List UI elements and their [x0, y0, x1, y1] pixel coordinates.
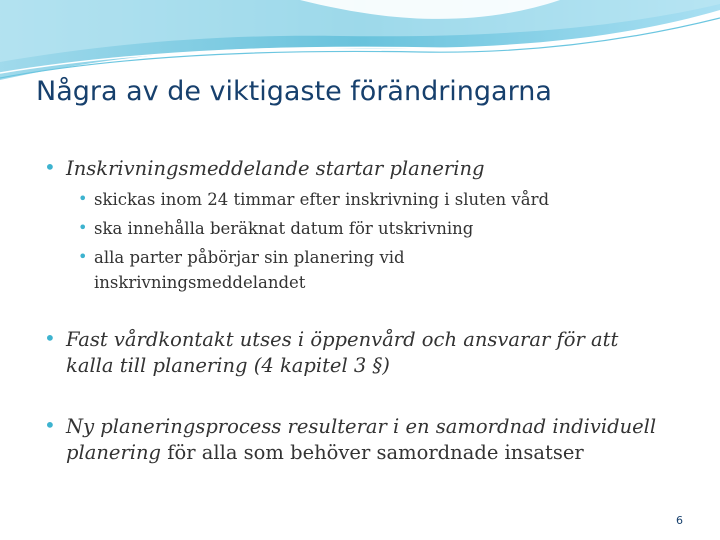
bullet-dot-icon: •: [44, 326, 56, 350]
bullet-fast-vardkontakt: [44, 326, 619, 353]
bullet-continuation: [66, 440, 584, 466]
bullet-text-italic: planering: [66, 441, 162, 464]
sub-bullet-text: ska innehålla beräknat datum för utskrivning: [94, 219, 474, 238]
bullet-dot-icon: •: [44, 413, 56, 437]
bullet-text: Fast vårdkontakt utses i öppenvård och ansvarar för att: [66, 328, 619, 351]
slide-title: Några av de viktigaste förändringarna: [36, 76, 552, 107]
bullet-text: kalla till planering (4 kapitel 3 §): [66, 354, 390, 377]
bullet-text-normal: för alla som behöver samordnade insatser: [161, 441, 584, 464]
bullet-inskrivningsmeddelande: [44, 155, 485, 182]
sub-bullet-text: alla parter påbörjar sin planering vid: [94, 248, 405, 267]
sub-bullet: [78, 214, 474, 243]
bullet-text: Inskrivningsmeddelande startar planering: [66, 157, 485, 180]
sub-bullet-continuation: [94, 268, 305, 297]
sub-bullet-dot-icon: •: [78, 218, 88, 237]
bullet-dot-icon: •: [44, 155, 56, 179]
sub-bullet-dot-icon: •: [78, 247, 88, 266]
sub-bullet-text: skickas inom 24 timmar efter inskrivning i sluten vård: [94, 190, 550, 209]
sub-bullet-dot-icon: •: [78, 189, 88, 208]
bullet-text: Ny planeringsprocess resulterar i en samordnad individuell: [66, 415, 657, 438]
bullet-continuation: [66, 353, 390, 379]
bullet-ny-planeringsprocess: [44, 413, 657, 440]
page-number: 6: [676, 514, 683, 527]
sub-bullet: [78, 185, 550, 214]
sub-bullet-text: inskrivningsmeddelandet: [94, 273, 306, 292]
